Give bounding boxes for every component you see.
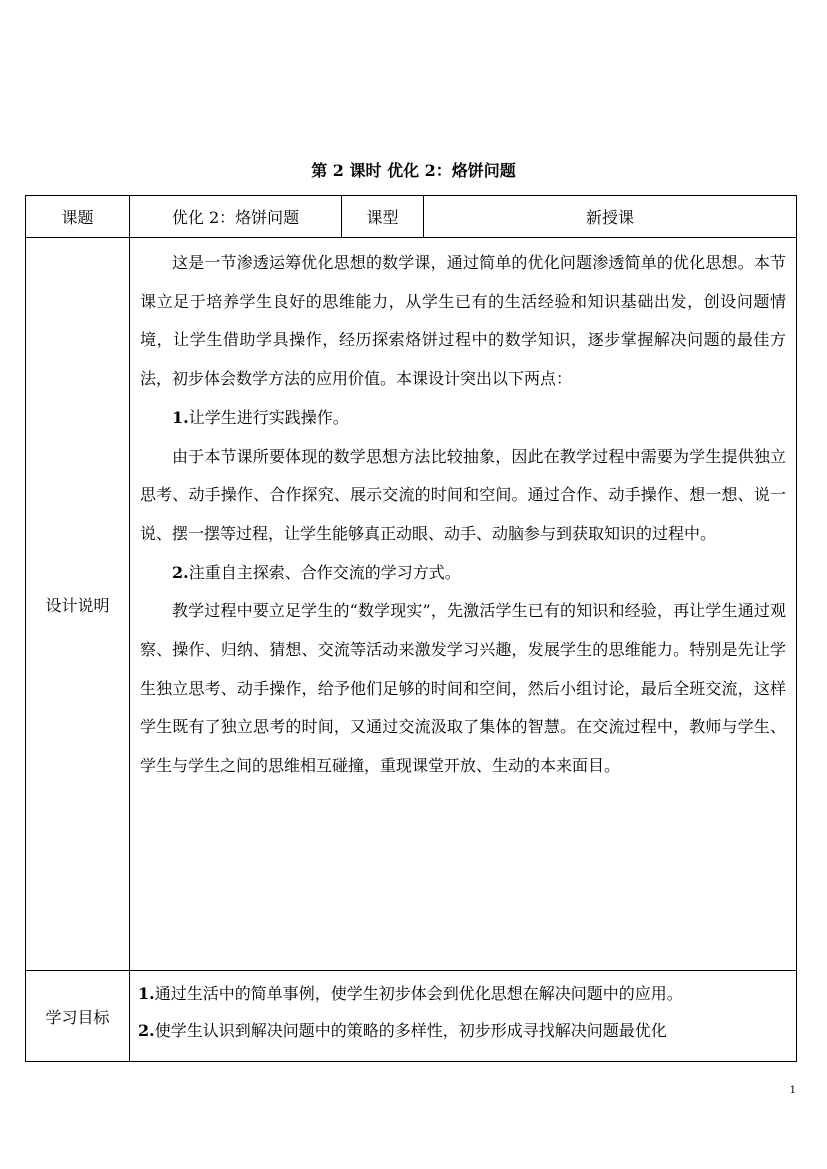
design-intro: 这是一节渗透运筹优化思想的数学课，通过简单的优化问题渗透简单的优化思想。本节课立足于培养学生良好的思维能力，从学生已有的生活经验和知识基础出发，创设问题情境，让学生借助学具操作，经历探索烙饼过程中的数学知识，逐步掌握解决问题的最佳方法，初步体会数学方法的应用价值。本课设计突出以下两点： bbox=[140, 253, 786, 389]
design-row bbox=[26, 238, 797, 971]
header-row bbox=[26, 196, 797, 238]
design-point-2-title: 注重自主探索、合作交流的学习方式。 bbox=[188, 562, 461, 582]
document-title: 第 2 课时 优化 2：烙饼问题 bbox=[311, 161, 516, 180]
goal-2-number: 2. bbox=[138, 1021, 155, 1040]
design-label: 设计说明 bbox=[26, 238, 130, 971]
topic-value: 优化 2：烙饼问题 bbox=[130, 196, 342, 238]
design-point-1-title: 让学生进行实践操作。 bbox=[188, 407, 349, 427]
goal-1-text: 通过生活中的简单事例，使学生初步体会到优化思想在解决问题中的应用。 bbox=[154, 984, 683, 1003]
design-point-2-heading bbox=[140, 554, 786, 593]
lesson-type-value: 新授课 bbox=[424, 196, 797, 238]
design-point-2-body: 教学过程中要立足学生的“数学现实”，先激活学生已有的知识和经验，再让学生通过观察、操作、归纳、猜想、交流等活动来激发学习兴趣，发展学生的思维能力。特别是先让学生独立思考、动手操作，给予他们足够的时间和空间，然后小组讨论，最后全班交流，这样学生既有了独立思考的时间，又通过交流汲取了集体的智慧。在交流过程中，教师与学生、学生与学生之间的思维相互碰撞，重现课堂开放、生动的本来面目。 bbox=[140, 601, 786, 776]
goals-content bbox=[130, 971, 797, 1062]
goal-1-number: 1. bbox=[138, 984, 155, 1003]
lesson-plan-table bbox=[25, 195, 797, 1062]
topic-label: 课题 bbox=[26, 196, 130, 238]
design-point-1-number: 1. bbox=[172, 407, 189, 427]
page-number: 1 bbox=[789, 1085, 796, 1096]
design-content bbox=[130, 238, 797, 971]
design-point-1-heading bbox=[140, 399, 786, 438]
goals-label: 学习目标 bbox=[26, 971, 130, 1062]
goal-1 bbox=[138, 975, 788, 1012]
goal-2 bbox=[138, 1012, 788, 1049]
goal-2-text: 使学生认识到解决问题中的策略的多样性，初步形成寻找解决问题最优化 bbox=[154, 1021, 667, 1040]
goals-row bbox=[26, 971, 797, 1062]
design-point-1-body: 由于本节课所要体现的数学思想方法比较抽象，因此在教学过程中需要为学生提供独立思考、动手操作、合作探究、展示交流的时间和空间。通过合作、动手操作、想一想、说一说、摆一摆等过程，让学生能够真正动眼、动手、动脑参与到获取知识的过程中。 bbox=[140, 446, 786, 543]
design-point-2-number: 2. bbox=[172, 562, 189, 582]
lesson-type-label: 课型 bbox=[342, 196, 424, 238]
